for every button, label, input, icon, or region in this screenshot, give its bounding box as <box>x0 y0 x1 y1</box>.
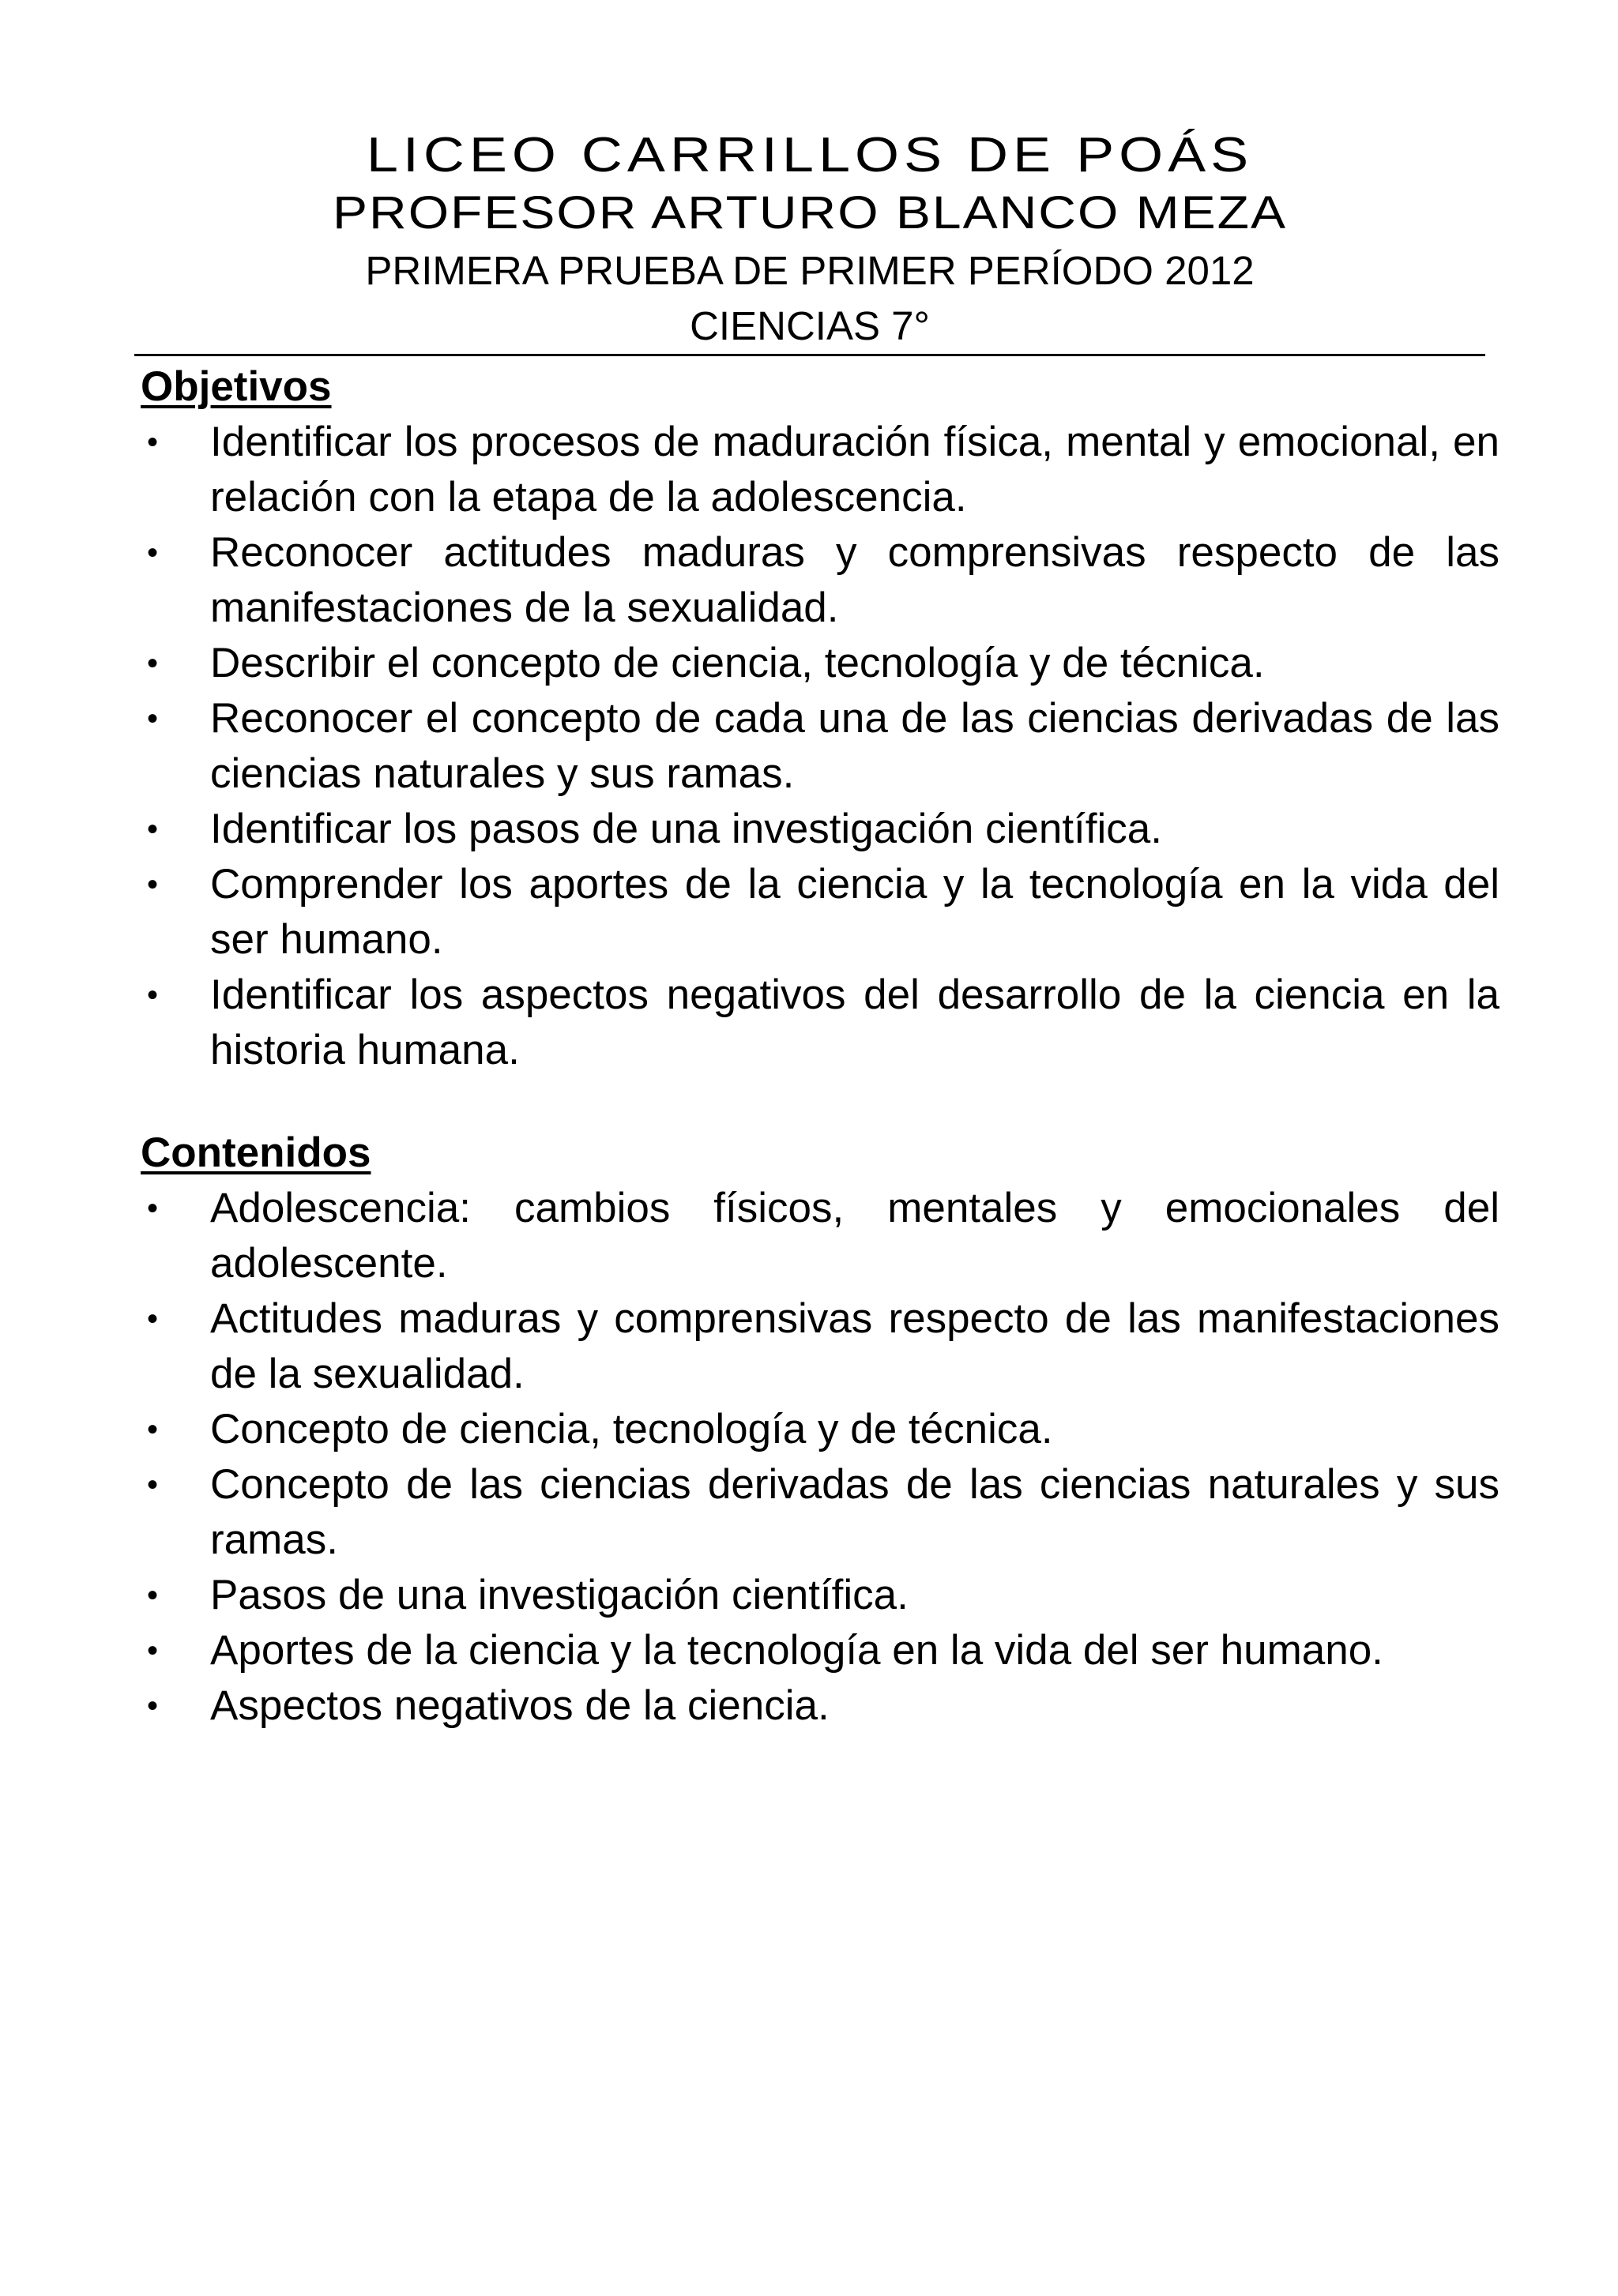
header-divider <box>134 354 1485 356</box>
bullet-icon: • <box>146 1191 158 1226</box>
school-name: LICEO CARRILLOS DE POÁS <box>366 128 1254 182</box>
list-item <box>141 1623 1499 1678</box>
bullet-icon: • <box>146 535 158 570</box>
list-item-text: Comprender los aportes de la ciencia y la tecnología en la vida del ser humano. <box>210 861 1499 963</box>
list-item-text: Pasos de una investigación científica. <box>210 1572 909 1618</box>
list-item-text: Identificar los procesos de maduración física, mental y emocional, en relación con la etapa de la adolescencia. <box>210 419 1499 520</box>
list-item <box>141 1678 1499 1734</box>
bullet-icon: • <box>146 1633 158 1668</box>
list-item-text: Actitudes maduras y comprensivas respecto de las manifestaciones de la sexualidad. <box>210 1295 1499 1397</box>
bullet-icon: • <box>146 1578 158 1613</box>
list-item <box>141 636 1499 691</box>
list-item <box>141 691 1499 802</box>
list-item-text: Concepto de las ciencias derivadas de las ciencias naturales y sus ramas. <box>210 1461 1499 1563</box>
contenidos-list <box>141 1181 1499 1734</box>
list-item <box>141 857 1499 968</box>
list-item <box>141 802 1499 857</box>
bullet-icon: • <box>146 812 158 847</box>
exam-title: PRIMERA PRUEBA DE PRIMER PERÍODO 2012 <box>365 248 1255 293</box>
teacher-name: PROFESOR ARTURO BLANCO MEZA <box>333 186 1287 239</box>
list-item-text: Adolescencia: cambios físicos, mentales y emocionales del adolescente. <box>210 1185 1499 1287</box>
bullet-icon: • <box>146 1467 158 1502</box>
objetivos-heading: Objetivos <box>141 363 332 410</box>
bullet-icon: • <box>146 1302 158 1336</box>
subject-title: CIENCIAS 7° <box>690 303 930 348</box>
list-item <box>141 1402 1499 1457</box>
list-item <box>141 1568 1499 1623</box>
list-item-text: Reconocer el concepto de cada una de las ciencias derivadas de las ciencias naturales y sus ramas. <box>210 695 1499 797</box>
bullet-icon: • <box>146 646 158 681</box>
list-item-text: Concepto de ciencia, tecnología y de técnica. <box>210 1406 1053 1452</box>
contenidos-heading: Contenidos <box>141 1129 371 1176</box>
objetivos-list <box>141 415 1499 1078</box>
list-item-text: Aportes de la ciencia y la tecnología en la vida del ser humano. <box>210 1627 1383 1674</box>
list-item <box>141 1457 1499 1568</box>
list-item-text: Reconocer actitudes maduras y comprensivas respecto de las manifestaciones de la sexualidad. <box>210 529 1499 631</box>
bullet-icon: • <box>146 1412 158 1447</box>
list-item <box>141 415 1499 525</box>
list-item <box>141 1181 1499 1291</box>
bullet-icon: • <box>146 978 158 1013</box>
list-item-text: Identificar los aspectos negativos del desarrollo de la ciencia en la historia humana. <box>210 971 1499 1073</box>
bullet-icon: • <box>146 701 158 736</box>
list-item-text: Describir el concepto de ciencia, tecnología y de técnica. <box>210 640 1265 686</box>
bullet-icon: • <box>146 867 158 902</box>
list-item <box>141 968 1499 1078</box>
bullet-icon: • <box>146 425 158 460</box>
list-item <box>141 1291 1499 1402</box>
list-item-text: Aspectos negativos de la ciencia. <box>210 1682 830 1729</box>
list-item-text: Identificar los pasos de una investigación científica. <box>210 806 1162 852</box>
bullet-icon: • <box>146 1689 158 1723</box>
list-item <box>141 525 1499 636</box>
